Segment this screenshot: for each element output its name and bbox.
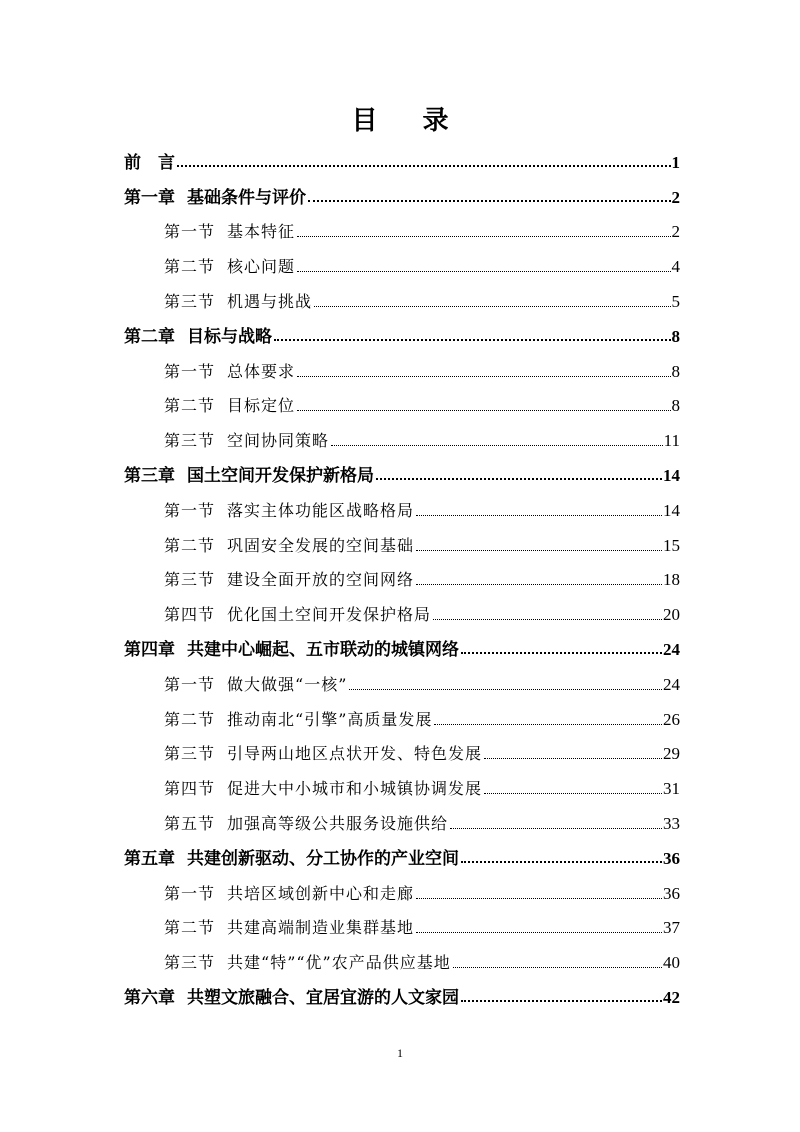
toc-section-entry[interactable] [124,488,680,523]
dot-leader [461,1000,662,1002]
toc-section-entry[interactable] [124,697,680,732]
dot-leader [297,376,670,377]
toc-chapter-entry[interactable] [124,836,680,871]
toc-entry-number: 第六章 [124,987,175,1008]
toc-page-number: 36 [663,848,680,868]
toc-section-entry[interactable] [124,871,680,906]
toc-entry-number: 第二节 [164,918,216,938]
toc-entry-label: 基本特征 [227,222,296,242]
toc-page-number: 24 [663,639,680,659]
toc-entry-label: 共培区域创新中心和走廊 [227,883,415,903]
toc-entry-label: 共建中心崛起、五市联动的城镇网络 [187,639,459,660]
toc-section-entry[interactable] [124,244,680,279]
toc-entry-title [124,322,272,349]
toc-entry-number: 第二章 [124,326,175,347]
dot-leader [297,271,670,272]
toc-entry-label: 目标与战略 [187,326,272,347]
dot-leader [349,689,662,690]
toc-entry-label: 加强高等级公共服务设施供给 [227,813,449,833]
toc-entry-number: 第三章 [124,465,175,486]
toc-entry-title [124,635,459,662]
toc-chapter-entry[interactable] [124,453,680,488]
toc-section-entry[interactable] [124,801,680,836]
dot-leader [331,445,663,446]
toc-section-entry[interactable] [124,384,680,419]
toc-page-number: 5 [671,291,680,311]
toc-chapter-entry[interactable] [124,627,680,662]
dot-leader [274,339,671,341]
toc-entry-number: 第二节 [164,709,216,729]
toc-entry-title [164,950,451,975]
toc-entry-label: 落实主体功能区战略格局 [227,500,415,520]
toc-entry-label: 引导两山地区点状开发、特色发展 [227,744,483,764]
toc-entry-title [164,533,414,558]
toc-entry-number: 第一节 [164,883,216,903]
toc-entry-title [164,811,448,836]
dot-leader [297,236,670,237]
toc-entry-number: 第三节 [164,291,216,311]
dot-leader [484,758,662,759]
toc-page-number: 26 [663,709,680,729]
dot-leader [450,828,662,829]
toc-page-number: 15 [663,535,680,555]
dot-leader [297,410,670,411]
toc-page-number: 29 [663,744,680,764]
toc-page-number: 2 [671,222,680,242]
dot-leader [434,724,662,725]
toc-chapter-entry[interactable] [124,314,680,349]
toc-entry-label: 共建高端制造业集群基地 [227,918,415,938]
toc-section-entry[interactable] [124,523,680,558]
toc-entry-label: 总体要求 [227,361,296,381]
toc-page-number: 40 [663,953,680,973]
toc-entry-number: 第四节 [164,779,216,799]
toc-entry-label: 促进大中小城市和小城镇协调发展 [227,779,483,799]
toc-section-entry[interactable] [124,940,680,975]
toc-entry-title [164,498,414,523]
toc-entry-title [164,567,414,592]
toc-page-number: 31 [663,779,680,799]
toc-section-entry[interactable] [124,279,680,314]
toc-entry-number: 第三节 [164,570,216,590]
toc-entry-title [164,776,482,801]
toc-entry-number: 第二节 [164,257,216,277]
toc-section-entry[interactable] [124,766,680,801]
dot-leader [416,932,662,933]
toc-page-number: 8 [671,396,680,416]
page-number: 1 [397,1046,403,1060]
toc-chapter-entry[interactable] [124,140,680,175]
toc-page-number: 1 [671,152,680,172]
toc-entry-label: 做大做强“一核” [227,674,348,694]
toc-entry-title [164,359,295,384]
toc-entry-number: 第五章 [124,848,175,869]
toc-page-number: 37 [663,918,680,938]
toc-chapter-entry[interactable] [124,975,680,1010]
dot-leader [376,478,662,480]
toc-entry-title [124,183,306,210]
toc-entry-title [164,881,414,906]
dot-leader [433,619,662,620]
dot-leader [416,550,662,551]
toc-entry-number: 第三节 [164,744,216,764]
toc-entry-label: 推动南北“引擎”高质量发展 [227,709,433,729]
toc-entry-label: 共塑文旅融合、宜居宜游的人文家园 [187,987,459,1008]
toc-entry-title [164,428,329,453]
toc-section-entry[interactable] [124,210,680,245]
toc-entry-label: 基础条件与评价 [187,187,306,208]
toc-entry-number: 第一节 [164,361,216,381]
dot-leader [416,515,662,516]
toc-entry-title [164,672,347,697]
dot-leader [453,967,662,968]
toc-entry-title [164,289,312,314]
toc-entry-title [164,393,295,418]
table-of-contents [124,140,680,1010]
toc-section-entry[interactable] [124,558,680,593]
dot-leader [314,306,670,307]
toc-page-number: 18 [663,570,680,590]
toc-entry-number: 第三节 [164,431,216,451]
toc-entry-title [124,148,175,175]
toc-entry-label: 优化国土空间开发保护格局 [227,605,432,625]
toc-section-entry[interactable] [124,906,680,941]
toc-page-number: 8 [671,326,680,346]
toc-page-number: 8 [671,361,680,381]
dot-leader [461,652,662,654]
toc-title: 目 录 [351,106,467,136]
dot-leader [416,898,662,899]
toc-page-number: 14 [663,500,680,520]
toc-entry-label: 国土空间开发保护新格局 [187,465,374,486]
toc-section-entry[interactable] [124,662,680,697]
toc-section-entry[interactable] [124,418,680,453]
toc-entry-title [164,219,295,244]
dot-leader [177,165,671,167]
dot-leader [484,793,662,794]
toc-entry-title [164,741,482,766]
toc-entry-number: 第四节 [164,605,216,625]
toc-entry-number: 第一节 [164,500,216,520]
dot-leader [308,200,671,202]
toc-entry-title [164,254,295,279]
toc-page-number: 36 [663,883,680,903]
toc-chapter-entry[interactable] [124,175,680,210]
toc-section-entry[interactable] [124,732,680,767]
toc-page-number: 14 [663,465,680,485]
toc-entry-title [124,983,459,1010]
toc-entry-number: 第一节 [164,674,216,694]
toc-entry-number: 第一章 [124,187,175,208]
toc-section-entry[interactable] [124,349,680,384]
toc-entry-label: 共建“特”“优”农产品供应基地 [227,953,451,973]
toc-page-number: 2 [671,187,680,207]
toc-entry-title [124,844,459,871]
toc-page-number: 42 [663,987,680,1007]
toc-entry-number: 第二节 [164,535,216,555]
toc-entry-label: 巩固安全发展的空间基础 [227,535,415,555]
toc-entry-title [124,461,374,488]
toc-entry-title [164,915,414,940]
toc-entry-label: 前 言 [124,152,175,173]
dot-leader [461,861,662,863]
toc-entry-label: 空间协同策略 [227,431,330,451]
toc-page-number: 33 [663,813,680,833]
toc-page-number: 11 [663,431,680,451]
toc-entry-number: 第五节 [164,813,216,833]
toc-page-number: 4 [671,257,680,277]
toc-page-number: 20 [663,605,680,625]
toc-entry-number: 第四章 [124,639,175,660]
toc-entry-number: 第三节 [164,953,216,973]
toc-entry-title [164,602,431,627]
toc-entry-label: 核心问题 [227,257,296,277]
toc-entry-label: 建设全面开放的空间网络 [227,570,415,590]
toc-entry-label: 机遇与挑战 [227,291,313,311]
toc-entry-number: 第二节 [164,396,216,416]
toc-page-number: 24 [663,674,680,694]
toc-entry-title [164,707,432,732]
dot-leader [416,584,662,585]
toc-section-entry[interactable] [124,592,680,627]
toc-entry-number: 第一节 [164,222,216,242]
toc-entry-label: 目标定位 [227,396,296,416]
toc-entry-label: 共建创新驱动、分工协作的产业空间 [187,848,459,869]
